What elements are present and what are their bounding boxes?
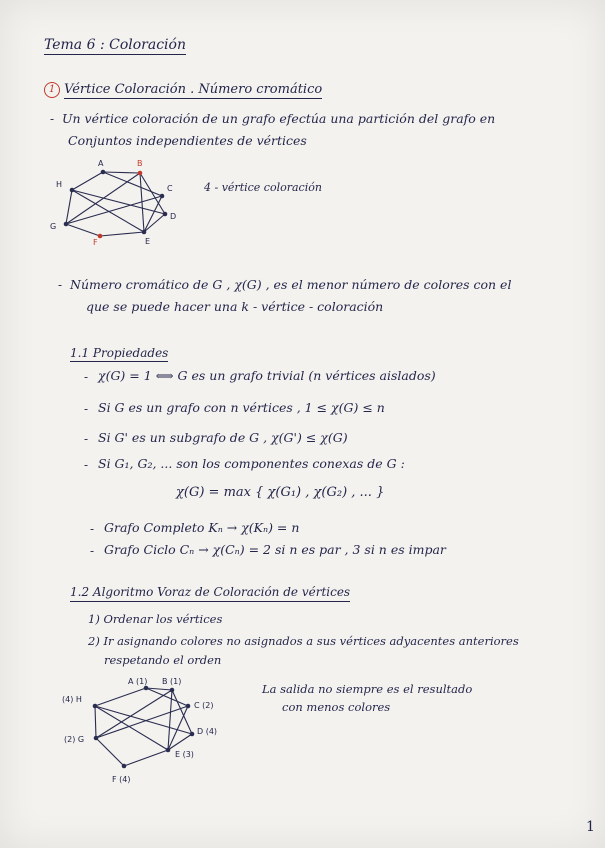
graph2-label-h: (4) H <box>62 695 82 704</box>
graph2-label-d: D (4) <box>197 727 218 736</box>
algorithm-step-1: 1) Ordenar los vértices <box>88 612 223 626</box>
graph1-label-d: D <box>170 212 177 221</box>
graph2-label-f: F (4) <box>112 775 131 784</box>
graph1-label-h: H <box>56 180 63 189</box>
subsection-1-2-heading-text: 1.2 Algoritmo Voraz de Coloración de vértices <box>70 585 350 602</box>
bullet-dash: - <box>84 402 89 416</box>
graph1-label-g: G <box>50 222 57 231</box>
graph1-label-b: B <box>137 159 143 168</box>
complete-graph-property: Grafo Completo Kₙ → χ(Kₙ) = n <box>104 520 300 535</box>
section-number: 1 <box>44 82 60 98</box>
graph2-node-a <box>144 686 149 691</box>
graph1-label-a: A <box>98 159 104 168</box>
page-number: 1 <box>586 819 595 835</box>
graph1-label-c: C <box>167 184 173 193</box>
algorithm-step-2: 2) Ir asignando colores no asignados a sus vértices adyacentes anteriores <box>88 634 519 648</box>
intro-line-1: Un vértice coloración de un grafo efectúa una partición del grafo en <box>62 111 496 126</box>
graph2-node-d <box>190 732 195 737</box>
bullet-dash: - <box>84 370 89 384</box>
page-title: Tema 6 : Coloración <box>44 37 186 53</box>
bullet-dash: - <box>58 278 63 292</box>
bullet-dash: - <box>84 458 89 472</box>
definition-line-1: Número cromático de G , χ(G) , es el menor número de colores con el <box>70 277 512 292</box>
graph2-label-e: E (3) <box>175 750 194 759</box>
property-4: Si G₁, G₂, ... son los componentes conexas de G : <box>98 456 405 471</box>
definition-line-2: que se puede hacer una k - vértice - coloración <box>86 299 384 314</box>
components-formula: χ(G) = max { χ(G₁) , χ(G₂) , ... } <box>176 485 385 500</box>
subsection-1-1-heading: 1.1 Propiedades <box>70 346 169 360</box>
graph2-label-a: A (1) <box>128 677 148 686</box>
graph2-label-c: C (2) <box>194 701 214 710</box>
bullet-dash: - <box>90 544 95 558</box>
bullet-dash: - <box>84 432 89 446</box>
bullet-dash: - <box>90 522 95 536</box>
graph2-node-h <box>93 704 98 709</box>
graph1-label-f: F <box>93 238 98 247</box>
graph1-caption: 4 - vértice coloración <box>204 181 322 194</box>
section-heading: Vértice Coloración . Número cromático <box>64 82 323 97</box>
property-3: Si G' es un subgrafo de G , χ(G') ≤ χ(G) <box>98 430 348 445</box>
graph2-node-b <box>170 688 175 693</box>
graph2-node-g <box>94 736 99 741</box>
graph2-label-b: B (1) <box>162 677 182 686</box>
intro-line-2: Conjuntos independientes de vértices <box>68 133 307 148</box>
graph1-label-e: E <box>145 237 151 246</box>
graph2-node-e <box>166 748 171 753</box>
bullet-dash: - <box>50 112 55 126</box>
graph2-node-f <box>122 764 127 769</box>
algorithm-note-line-2: con menos colores <box>282 700 391 714</box>
algorithm-step-2-continued: respetando el orden <box>104 653 222 667</box>
graph2-node-c <box>186 704 191 709</box>
graph2-label-g: (2) G <box>64 735 85 744</box>
cycle-graph-property: Grafo Ciclo Cₙ → χ(Cₙ) = 2 si n es par , 3 si n es impar <box>104 542 446 557</box>
property-2: Si G es un grafo con n vértices , 1 ≤ χ(G) ≤ n <box>98 400 385 415</box>
property-1: χ(G) = 1 ⟺ G es un grafo trivial (n vértices aislados) <box>98 368 436 383</box>
algorithm-note-line-1: La salida no siempre es el resultado <box>262 682 473 696</box>
